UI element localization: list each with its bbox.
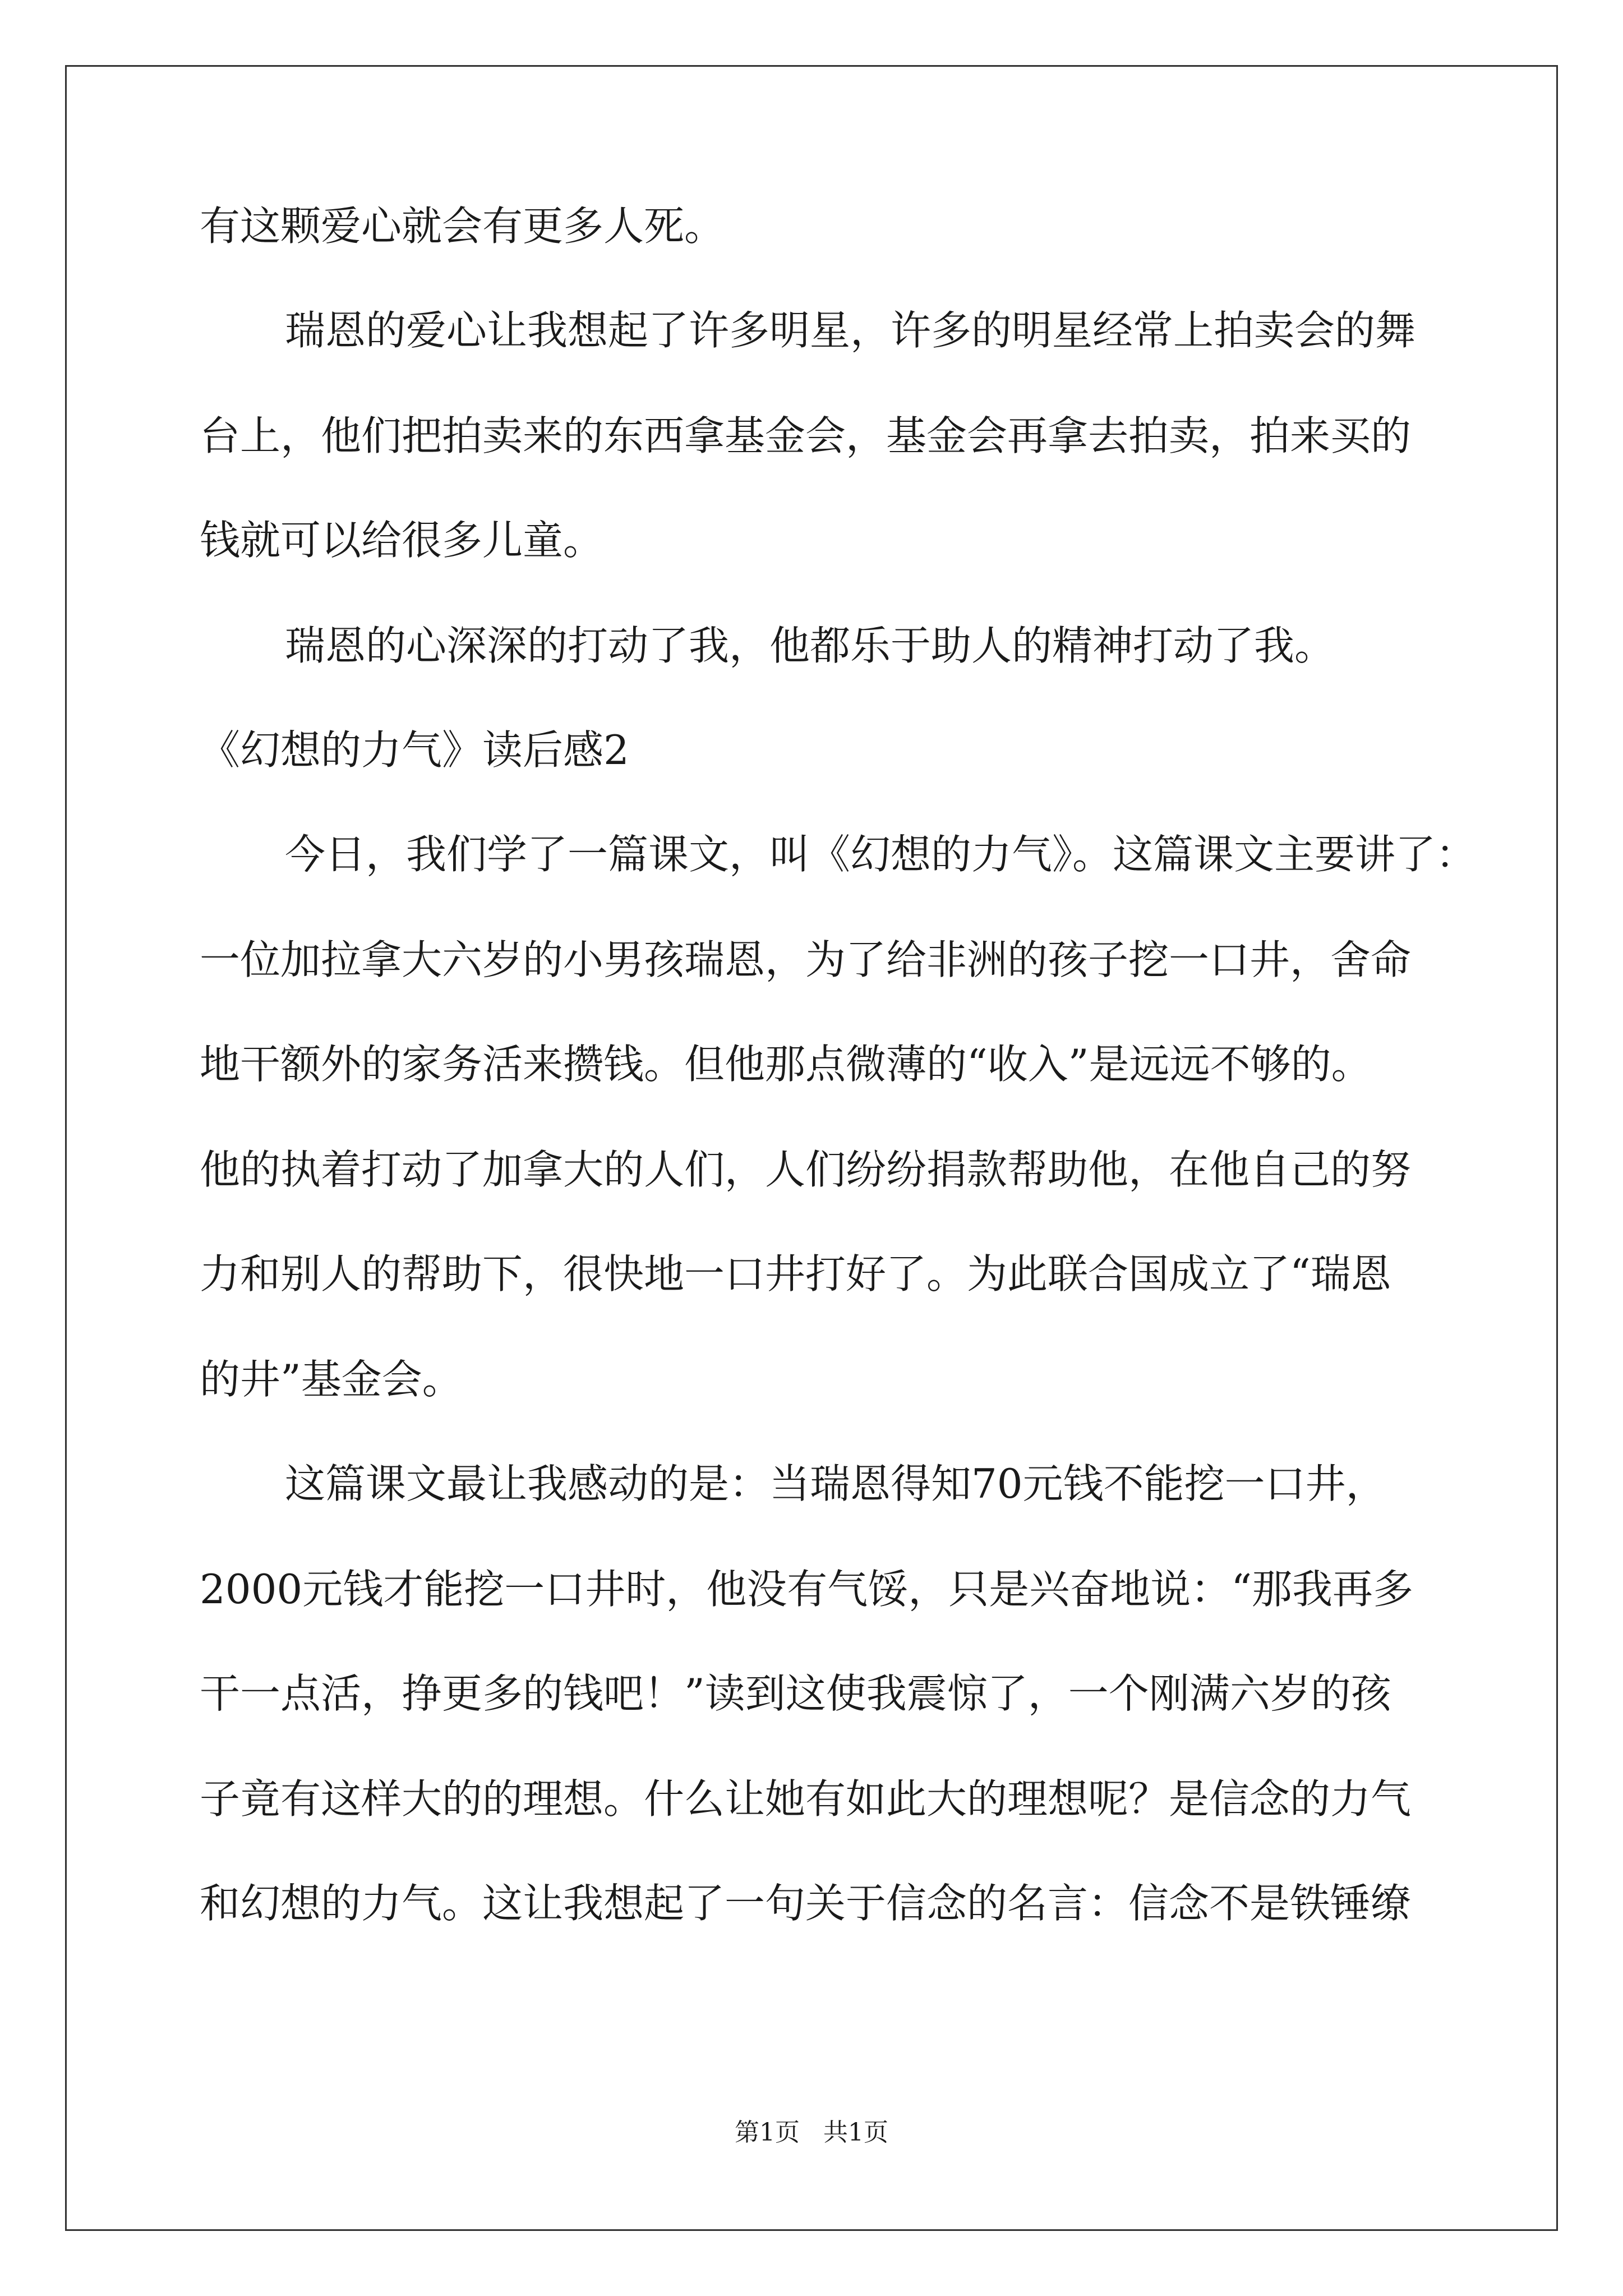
text-line: 子竟有这样大的的理想。什么让她有如此大的理想呢？是信念的力气 xyxy=(200,1775,1412,1823)
text-line: 力和别人的帮助下，很快地一口井打好了。为此联合国成立了“瑞恩 xyxy=(200,1250,1391,1297)
text-line: 有这颗爱心就会有更多人死。 xyxy=(200,203,725,250)
text-line: 钱就可以给很多儿童。 xyxy=(200,517,604,564)
section-heading: 《幻想的力气》读后感2 xyxy=(200,726,629,774)
paragraph-line: 瑞恩的心深深的打动了我，他都乐于助人的精神打动了我。 xyxy=(285,622,1335,669)
text-line: 他的执着打动了加拿大的人们，人们纷纷捐款帮助他，在他自己的努 xyxy=(200,1146,1412,1193)
paragraph-line: 今日，我们学了一篇课文，叫《幻想的力气》。这篇课文主要讲了： xyxy=(285,831,1477,878)
text-line: 台上，他们把拍卖来的东西拿基金会，基金会再拿去拍卖，拍来买的 xyxy=(200,412,1412,459)
text-line: 2000元钱才能挖一口井时，他没有气馁，只是兴奋地说：“那我再多 xyxy=(200,1566,1414,1613)
text-line: 一位加拉拿大六岁的小男孩瑞恩，为了给非洲的孩子挖一口井，舍命 xyxy=(200,936,1412,983)
paragraph-line: 这篇课文最让我感动的是：当瑞恩得知70元钱不能挖一口井， xyxy=(285,1460,1386,1507)
paragraph-line: 瑞恩的爱心让我想起了许多明星，许多的明星经常上拍卖会的舞 xyxy=(285,307,1416,354)
text-line: 地干额外的家务活来攒钱。但他那点微薄的“收入”是远远不够的。 xyxy=(200,1041,1372,1088)
text-line: 的井”基金会。 xyxy=(200,1356,463,1403)
text-line: 和幻想的力气。这让我想起了一句关于信念的名言：信念不是铁锤缭 xyxy=(200,1880,1412,1927)
page-number-footer: 第1页 共1页 xyxy=(735,2118,888,2147)
text-line: 干一点活，挣更多的钱吧！”读到这使我震惊了，一个刚满六岁的孩 xyxy=(200,1670,1391,1717)
